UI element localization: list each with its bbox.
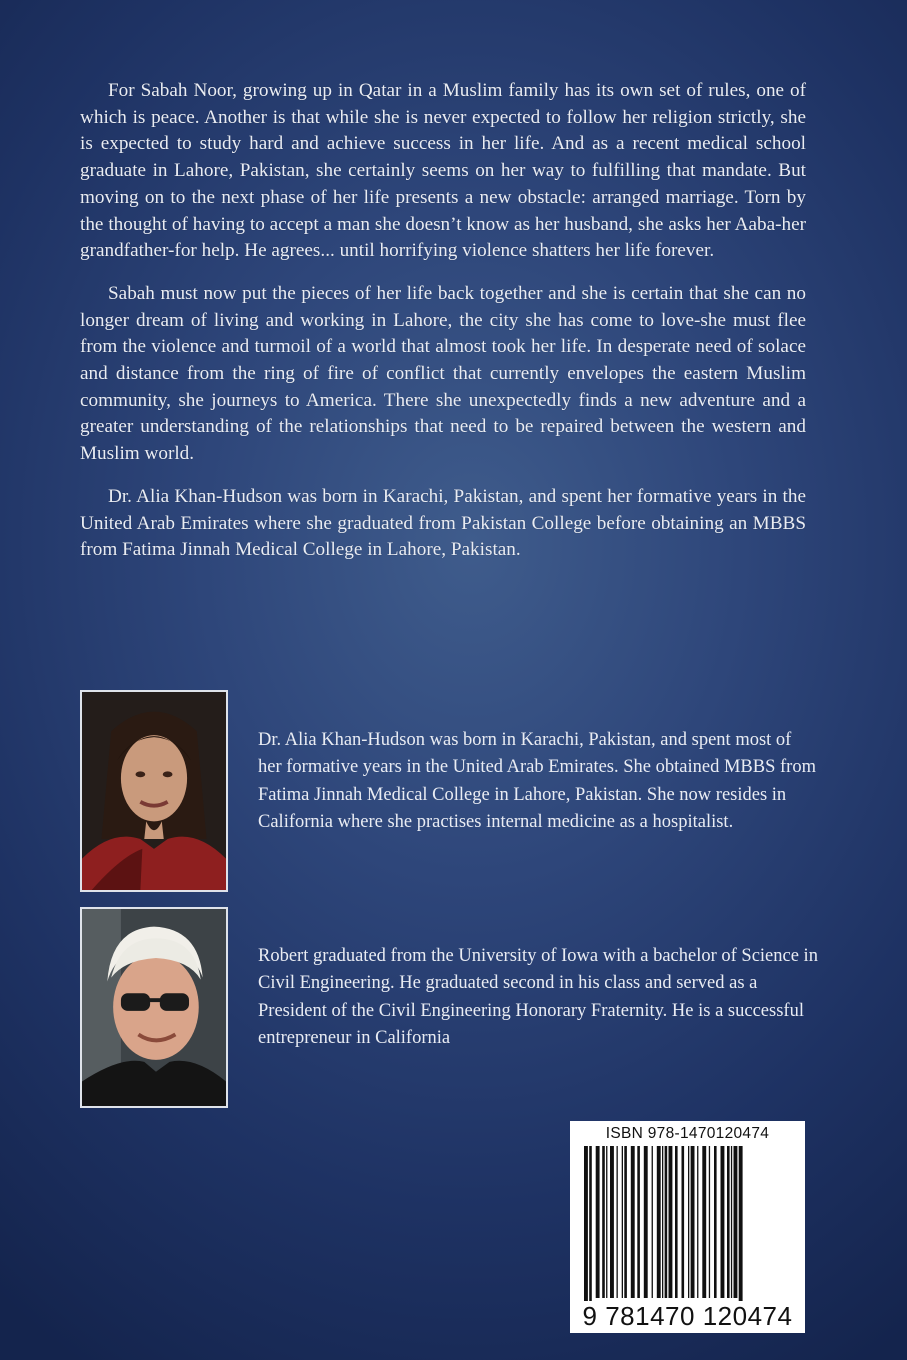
barcode-bar (709, 1146, 710, 1298)
barcode-icon (580, 1146, 795, 1311)
author-photo-alia (80, 690, 228, 892)
barcode-bar (602, 1146, 605, 1298)
barcode-bar (721, 1146, 725, 1298)
barcode-bar (697, 1146, 698, 1298)
author-bio-alia: Dr. Alia Khan-Hudson was born in Karachi, Pakistan, and spent most of her formative years in the United Arab Emirates. She obtained MBBS from Fatima Jinnah Medical College in Lahore, Pakistan. She now resides in California where she practises internal medicine as a hospitalist. (258, 730, 816, 833)
barcode-bar (610, 1146, 614, 1298)
barcode-bar (596, 1146, 600, 1298)
barcode-bar (682, 1146, 685, 1298)
barcode-bar (739, 1146, 743, 1311)
author-photo-robert (80, 907, 228, 1108)
barcode-bar (734, 1146, 738, 1298)
blurb-paragraph-2: Sabah must now put the pieces of her life back together and she is certain that she can no longer dream of living and working in Lahore, the city she has come to love-she must flee from the violence and turmoil of a world that almost took her life. In desperate need of solace and distance from the ring of fire of conflict that currently envelopes the eastern Muslim community, she journeys to America. There she unexpectedly finds a new adventure and a greater understanding of the relationships that need to be repaired between the western and Muslim world. (80, 282, 806, 465)
author-bio-robert: Robert graduated from the University of Iowa with a bachelor of Science in Civil Engineering. He graduated second in his class and served as a President of the Civil Engineering Honorary Fraternity. He is a successful entrepreneur in California (258, 946, 818, 1049)
barcode-bar (688, 1146, 689, 1298)
barcode-bar (589, 1146, 592, 1311)
isbn-digits: 9 781470 120474 (572, 1301, 803, 1332)
back-cover-blurb (80, 78, 806, 580)
barcode-bar (657, 1146, 661, 1298)
barcode-bar (644, 1146, 648, 1298)
barcode-bar (714, 1146, 717, 1298)
barcode-bar (731, 1146, 732, 1298)
blurb-paragraph-1: For Sabah Noor, growing up in Qatar in a Muslim family has its own set of rules, one of which is peace. Another is that while she is never expected to follow her religion strictly, she is expected to study hard and achieve success in her life. And as a recent medical school graduate in Lahore, Pakistan, she certainly seems on her way to fulfilling that mandate. But moving on to the next phase of her life presents a new obstacle: arranged marriage. Torn by the thought of having to accept a man she doesn’t know as her husband, she asks her Aaba-her grandfather-for help. He agrees... until horrifying violence shatters her life forever. (80, 80, 806, 262)
barcode-bar (631, 1146, 635, 1298)
barcode-bar (691, 1146, 695, 1298)
barcode-bar (727, 1146, 730, 1298)
barcode-bar (702, 1146, 706, 1298)
barcode-bar (652, 1146, 653, 1298)
barcode-bar (665, 1146, 668, 1298)
barcode-bar (662, 1146, 663, 1298)
barcode-bar (624, 1146, 627, 1298)
isbn-barcode (570, 1121, 805, 1333)
barcode-bar (617, 1146, 618, 1298)
barcode-bar (669, 1146, 673, 1298)
man-portrait-icon (82, 909, 226, 1106)
barcode-bar (622, 1146, 623, 1298)
barcode-bar (584, 1146, 588, 1311)
barcode-bar (606, 1146, 607, 1298)
barcode-bar (675, 1146, 678, 1298)
barcode-bar (637, 1146, 640, 1298)
isbn-label: ISBN 978-1470120474 (605, 1125, 770, 1142)
blurb-paragraph-3: Dr. Alia Khan-Hudson was born in Karachi, Pakistan, and spent her formative years in the United Arab Emirates where she graduated from Pakistan College before obtaining an MBBS from Fatima Jinnah Medical College in Lahore, Pakistan. (80, 485, 806, 561)
woman-portrait-icon (82, 692, 226, 890)
